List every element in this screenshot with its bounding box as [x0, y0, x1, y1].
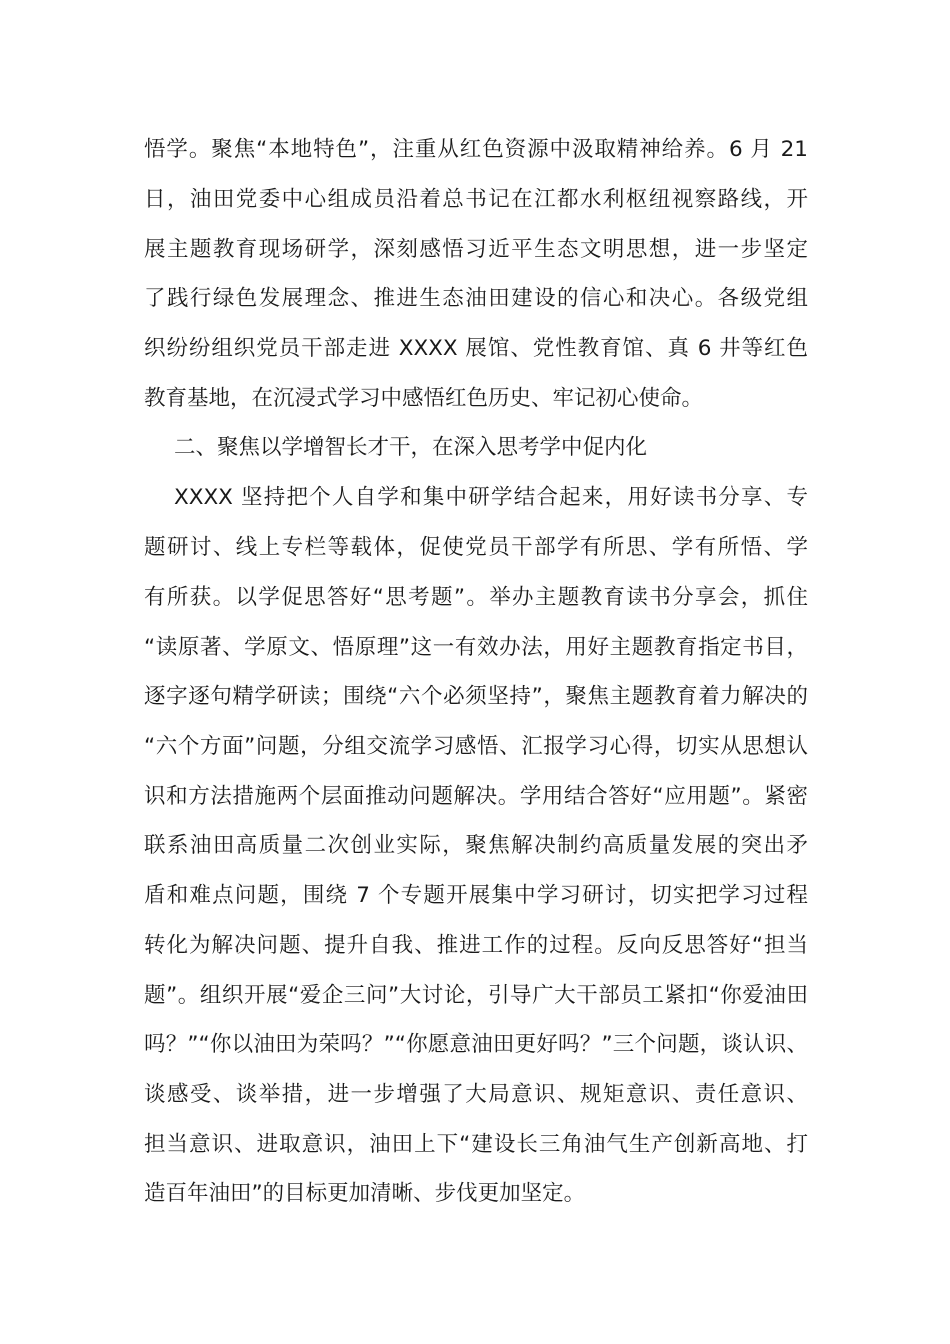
text-line-1: 悟学。聚焦“本地特色”，注重从红色资源中汲取精神给养。6 月 21 [144, 137, 808, 162]
text-line-4: 了践行绿色发展理念、推进生态油田建设的信心和决心。各级党组 [144, 286, 808, 311]
text-line-17: 转化为解决问题、提升自我、推进工作的过程。反向反思答好“担当 [144, 933, 808, 958]
text-line-10: 有所获。以学促思答好“思考题”。举办主题教育读书分享会，抓住 [144, 585, 808, 610]
text-line-12: 逐字逐句精学研读；围绕“六个必须坚持”，聚焦主题教育着力解决的 [144, 684, 808, 709]
text-line-21: 担当意识、进取意识，油田上下“建设长三角油气生产创新高地、打 [144, 1132, 808, 1157]
text-line-19: 吗？”“你以油田为荣吗？”“你愿意油田更好吗？”三个问题，谈认识、 [144, 1032, 808, 1057]
text-line-8: XXXX 坚持把个人自学和集中研学结合起来，用好读书分享、专 [174, 485, 808, 510]
text-line-5: 织纷纷组织党员干部走进 XXXX 展馆、党性教育馆、真 6 井等红色 [144, 336, 808, 361]
text-line-20: 谈感受、谈举措，进一步增强了大局意识、规矩意识、责任意识、 [144, 1082, 808, 1107]
text-line-14: 识和方法措施两个层面推动问题解决。学用结合答好“应用题”。紧密 [144, 784, 808, 809]
text-line-3: 展主题教育现场研学，深刻感悟习近平生态文明思想，进一步坚定 [144, 237, 808, 262]
text-line-11: “读原著、学原文、悟原理”这一有效办法，用好主题教育指定书目， [144, 635, 808, 660]
text-line-2: 日，油田党委中心组成员沿着总书记在江都水利枢纽视察路线，开 [144, 187, 808, 212]
text-line-16: 盾和难点问题，围绕 7 个专题开展集中学习研讨，切实把学习过程 [144, 883, 808, 908]
text-line-18: 题”。组织开展“爱企三问”大讨论，引导广大干部员工紧扣“你爱油田 [144, 983, 808, 1008]
text-line-9: 题研讨、线上专栏等载体，促使党员干部学有所思、学有所悟、学 [144, 535, 808, 560]
section-heading: 二、聚焦以学增智长才干，在深入思考学中促内化 [174, 435, 648, 460]
text-line-22: 造百年油田”的目标更加清晰、步伐更加坚定。 [144, 1181, 586, 1206]
text-line-6: 教育基地，在沉浸式学习中感悟红色历史、牢记初心使命。 [144, 386, 704, 411]
text-line-15: 联系油田高质量二次创业实际，聚焦解决制约高质量发展的突出矛 [144, 833, 808, 858]
text-line-13: “六个方面”问题，分组交流学习感悟、汇报学习心得，切实从思想认 [144, 734, 808, 759]
